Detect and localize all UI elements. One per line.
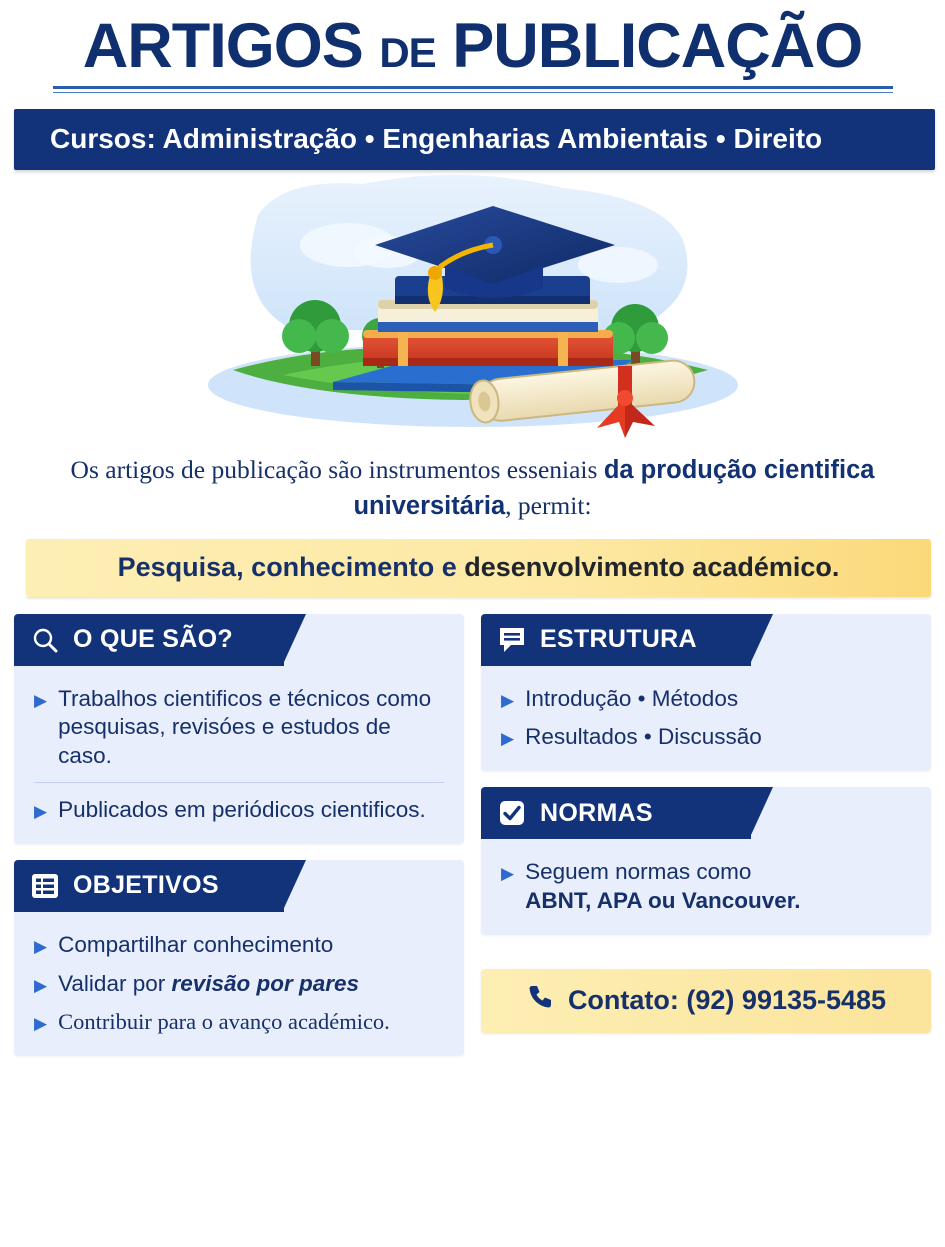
list-item-emphasis: ABNT, APA ou Vancouver.	[525, 888, 801, 914]
list-item-label	[525, 858, 800, 916]
content-columns	[14, 614, 931, 1057]
card-o-que-sao-title: O QUE SÃO?	[73, 625, 233, 654]
right-column	[481, 614, 931, 1033]
title-divider-thin	[53, 92, 893, 93]
card-o-que-sao-list-1	[14, 666, 464, 776]
card-divider	[34, 782, 444, 783]
bullet-triangle-icon: ▶	[34, 936, 48, 956]
list-item-label: Contribuir para o avanço académico.	[58, 1009, 390, 1035]
card-objetivos	[14, 860, 464, 1056]
bullet-triangle-icon: ▶	[34, 1014, 48, 1034]
list-item-label: Trabalhos cientificos e técnicos como pesquisas, revisóes e estudos de caso.	[58, 685, 432, 769]
card-o-que-sao-header	[14, 614, 284, 666]
bullet-triangle-icon: ▶	[34, 690, 48, 710]
list-item	[34, 680, 446, 776]
phone-icon	[526, 983, 554, 1018]
card-estrutura-header	[481, 614, 751, 666]
list-item-label: Introdução • Métodos	[525, 685, 739, 711]
graduation-cap-books-diploma-icon	[0, 170, 945, 448]
lead-bold: da produção cientifica universitária	[353, 456, 875, 521]
courses-banner	[14, 109, 935, 170]
list-item	[501, 680, 913, 719]
page-title-block	[0, 0, 945, 93]
lead-part2: , permit:	[505, 491, 592, 521]
card-o-que-sao-list-2	[14, 785, 464, 830]
list-item-label: Publicados em periódicos cientificos.	[58, 797, 426, 823]
check-box-icon	[497, 798, 527, 828]
card-objetivos-list	[14, 912, 464, 1042]
card-normas	[481, 787, 931, 935]
card-normas-list	[481, 839, 931, 921]
list-item-label: Resultados • Discussão	[525, 724, 762, 750]
highlight-part2: desenvolvimento académico.	[464, 551, 840, 582]
card-objetivos-title: OBJETIVOS	[73, 871, 219, 900]
list-item-text: Validar por	[58, 970, 172, 996]
card-o-que-sao	[14, 614, 464, 844]
card-normas-title: NORMAS	[540, 798, 653, 827]
page-title-part2: DE	[379, 29, 436, 76]
list-icon	[30, 871, 60, 901]
card-estrutura	[481, 614, 931, 772]
bullet-triangle-icon: ▶	[34, 975, 48, 995]
bullet-triangle-icon: ▶	[501, 690, 515, 710]
contact-label: Contato: (92) 99135-5485	[567, 984, 887, 1015]
lead-paragraph	[26, 452, 919, 524]
page-title-part3: PUBLICAÇÃO	[452, 11, 863, 81]
list-item	[501, 853, 913, 921]
list-item	[34, 791, 446, 830]
list-item	[34, 926, 446, 965]
list-item-emphasis: revisão por pares	[171, 970, 360, 996]
card-estrutura-list	[481, 666, 931, 758]
list-item	[501, 718, 913, 757]
card-objetivos-header	[14, 860, 284, 912]
list-item-label: Compartilhar conhecimento	[58, 931, 334, 957]
title-divider	[53, 86, 893, 89]
document-lines-icon	[497, 625, 527, 655]
bullet-triangle-icon: ▶	[501, 729, 515, 749]
left-column	[14, 614, 464, 1057]
highlight-bar	[26, 539, 931, 597]
page-title-part1: ARTIGOS	[82, 11, 363, 81]
list-item-text: Seguem normas como	[525, 859, 752, 885]
card-estrutura-title: ESTRUTURA	[540, 625, 697, 654]
magnifier-icon	[30, 625, 60, 655]
list-item-label	[58, 970, 359, 999]
page-title	[0, 11, 945, 81]
bullet-triangle-icon: ▶	[34, 802, 48, 822]
highlight-part1: Pesquisa, conhecimento e	[117, 551, 465, 582]
lead-part1: Os artigos de publicação são instrumentos esseniais	[70, 455, 604, 485]
bullet-triangle-icon: ▶	[501, 864, 515, 884]
list-item	[34, 965, 446, 1004]
contact-bar[interactable]	[481, 969, 931, 1033]
list-item	[34, 1003, 446, 1042]
courses-banner-label: Cursos: Administração • Engenharias Ambientais • Direito	[50, 123, 823, 155]
card-normas-header	[481, 787, 751, 839]
